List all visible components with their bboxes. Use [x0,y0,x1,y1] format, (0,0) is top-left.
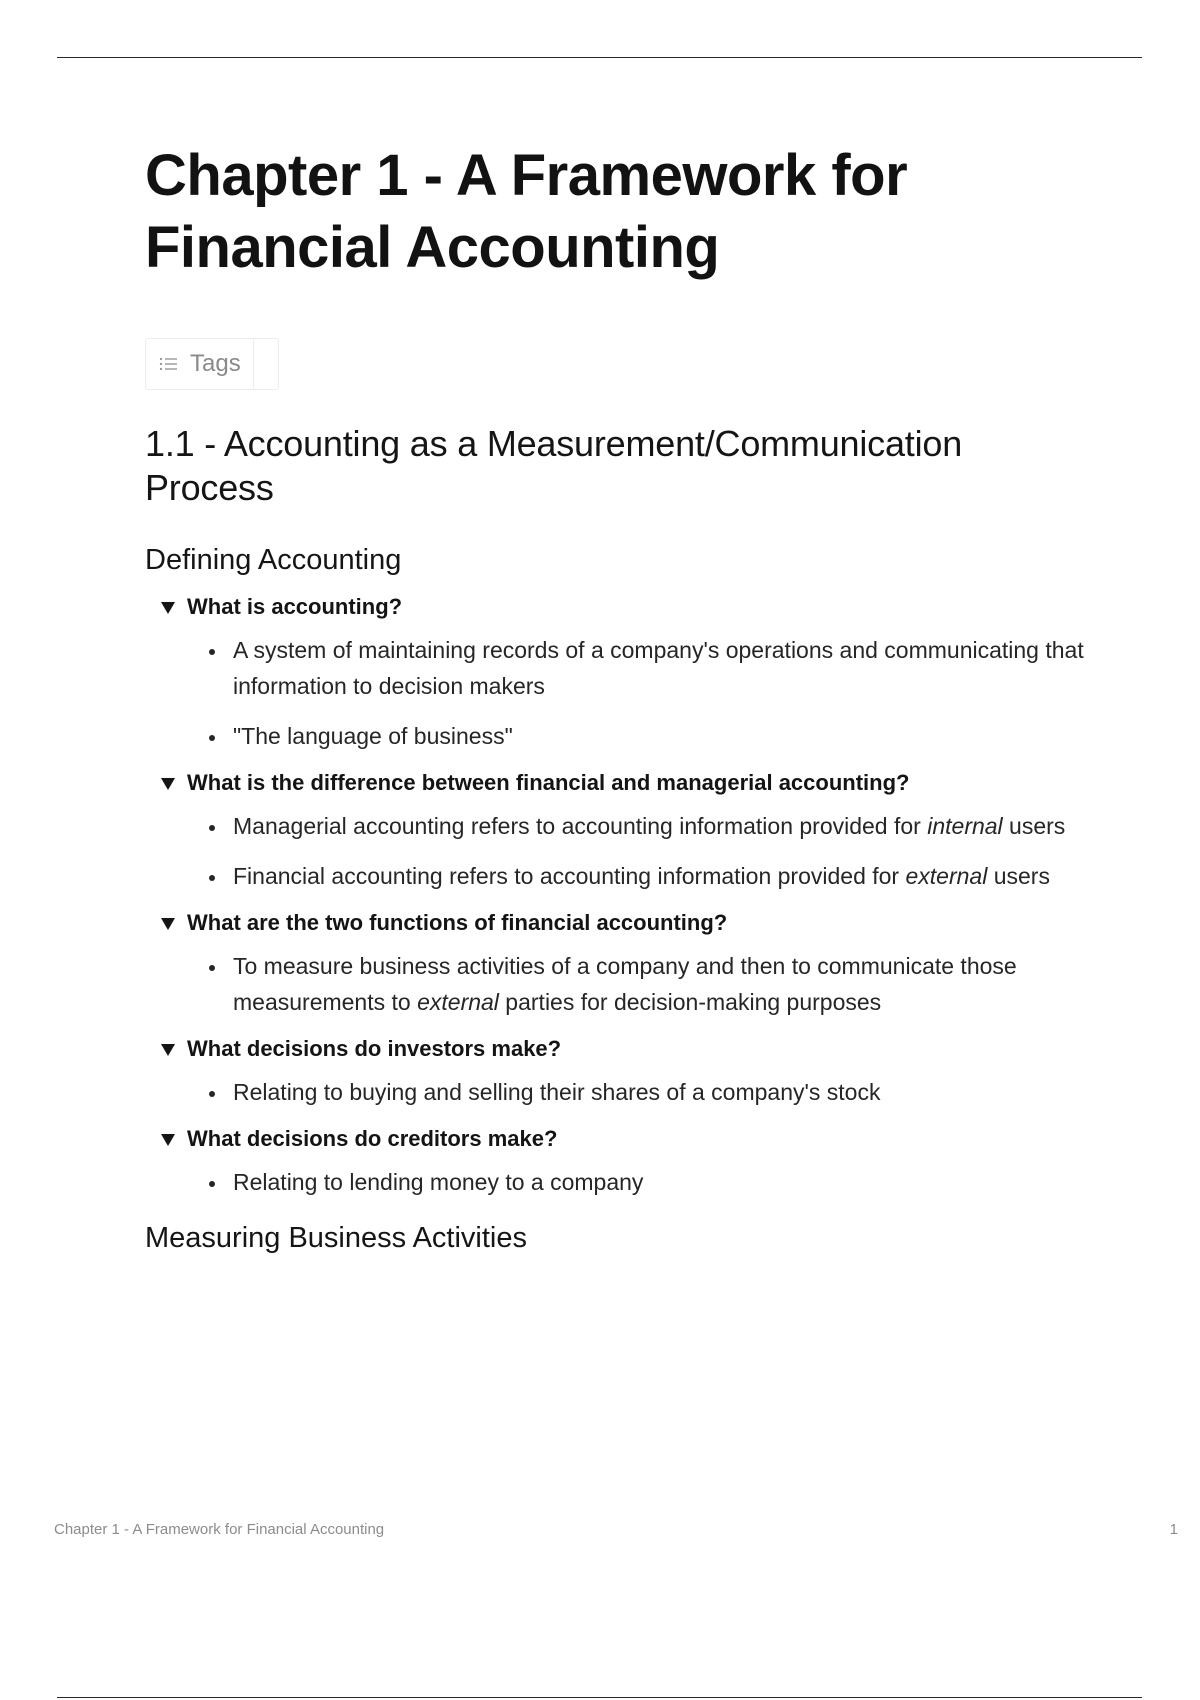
page-title-line-2: Financial Accounting [145,215,720,280]
bullet-text: users [1002,813,1066,839]
page-content [145,140,1105,1258]
bullet-text: Financial accounting refers to accounting information provided for [233,863,906,889]
page-title-line-1: Chapter 1 - A Framework for [145,143,908,208]
footer-page-number: 1 [1169,1521,1178,1538]
subsection-heading-defining-accounting: Defining Accounting [145,544,402,576]
toggle-question: What are the two functions of financial accounting? [187,910,728,935]
bullet-list [161,632,1105,754]
section-heading [145,422,1105,510]
bullet-item [205,632,1093,704]
bullet-text: Relating to lending money to a company [233,1169,644,1195]
top-divider [57,57,1142,58]
toggle-block [161,908,1105,1020]
tags-label-cell [146,339,254,389]
toggle-block [161,592,1105,754]
section-heading-line-1: 1.1 - Accounting as a Measurement/Communication [145,423,963,464]
bullet-item [205,858,1093,894]
subsection-heading-measuring-business-activities: Measuring Business Activities [145,1222,527,1254]
triangle-down-icon[interactable] [161,918,175,930]
toggle-question: What decisions do creditors make? [187,1126,558,1151]
toggle-question: What is the difference between financial and managerial accounting? [187,770,910,795]
tags-label: Tags [190,350,241,377]
toggle-block [161,768,1105,894]
bullet-text: "The language of business" [233,723,513,749]
bullet-text: Relating to buying and selling their shares of a company's stock [233,1079,881,1105]
toggle-block [161,1124,1105,1200]
bullet-text: A system of maintaining records of a company's operations and communicating that information to decision makers [233,637,1084,699]
bullet-text: Managerial accounting refers to accounting information provided for [233,813,928,839]
bullet-item [205,948,1093,1020]
triangle-down-icon[interactable] [161,1044,175,1056]
section-heading-line-2: Process [145,467,274,508]
toggle-header[interactable] [161,908,1105,938]
tags-property[interactable] [145,338,279,390]
bullet-list [161,1164,1105,1200]
footer-document-title: Chapter 1 - A Framework for Financial Accounting [54,1521,385,1538]
bullet-text: parties for decision-making purposes [498,989,882,1015]
triangle-down-icon[interactable] [161,1134,175,1146]
tags-value[interactable] [254,339,278,389]
toggle-header[interactable] [161,1124,1105,1154]
toggle-list [145,592,1105,1200]
bullet-list [161,808,1105,894]
bullet-text: users [987,863,1050,889]
bullet-list [161,948,1105,1020]
bullet-item [205,718,1093,754]
triangle-down-icon[interactable] [161,602,175,614]
bullet-text-emphasis: external [417,989,499,1015]
toggle-question: What decisions do investors make? [187,1036,562,1061]
toggle-header[interactable] [161,1034,1105,1064]
bullet-item [205,1074,1093,1110]
toggle-question: What is accounting? [187,594,403,619]
list-icon [158,353,180,375]
bullet-item [205,808,1093,844]
bullet-item [205,1164,1093,1200]
toggle-header[interactable] [161,768,1105,798]
bottom-divider [57,1697,1142,1698]
toggle-block [161,1034,1105,1110]
toggle-header[interactable] [161,592,1105,622]
bullet-text: To measure business activities of a company and then to communicate those measurements to [233,953,1017,1015]
bullet-list [161,1074,1105,1110]
triangle-down-icon[interactable] [161,778,175,790]
bullet-text-emphasis: external [905,863,988,889]
bullet-text-emphasis: internal [927,813,1003,839]
page-title [145,140,1105,284]
